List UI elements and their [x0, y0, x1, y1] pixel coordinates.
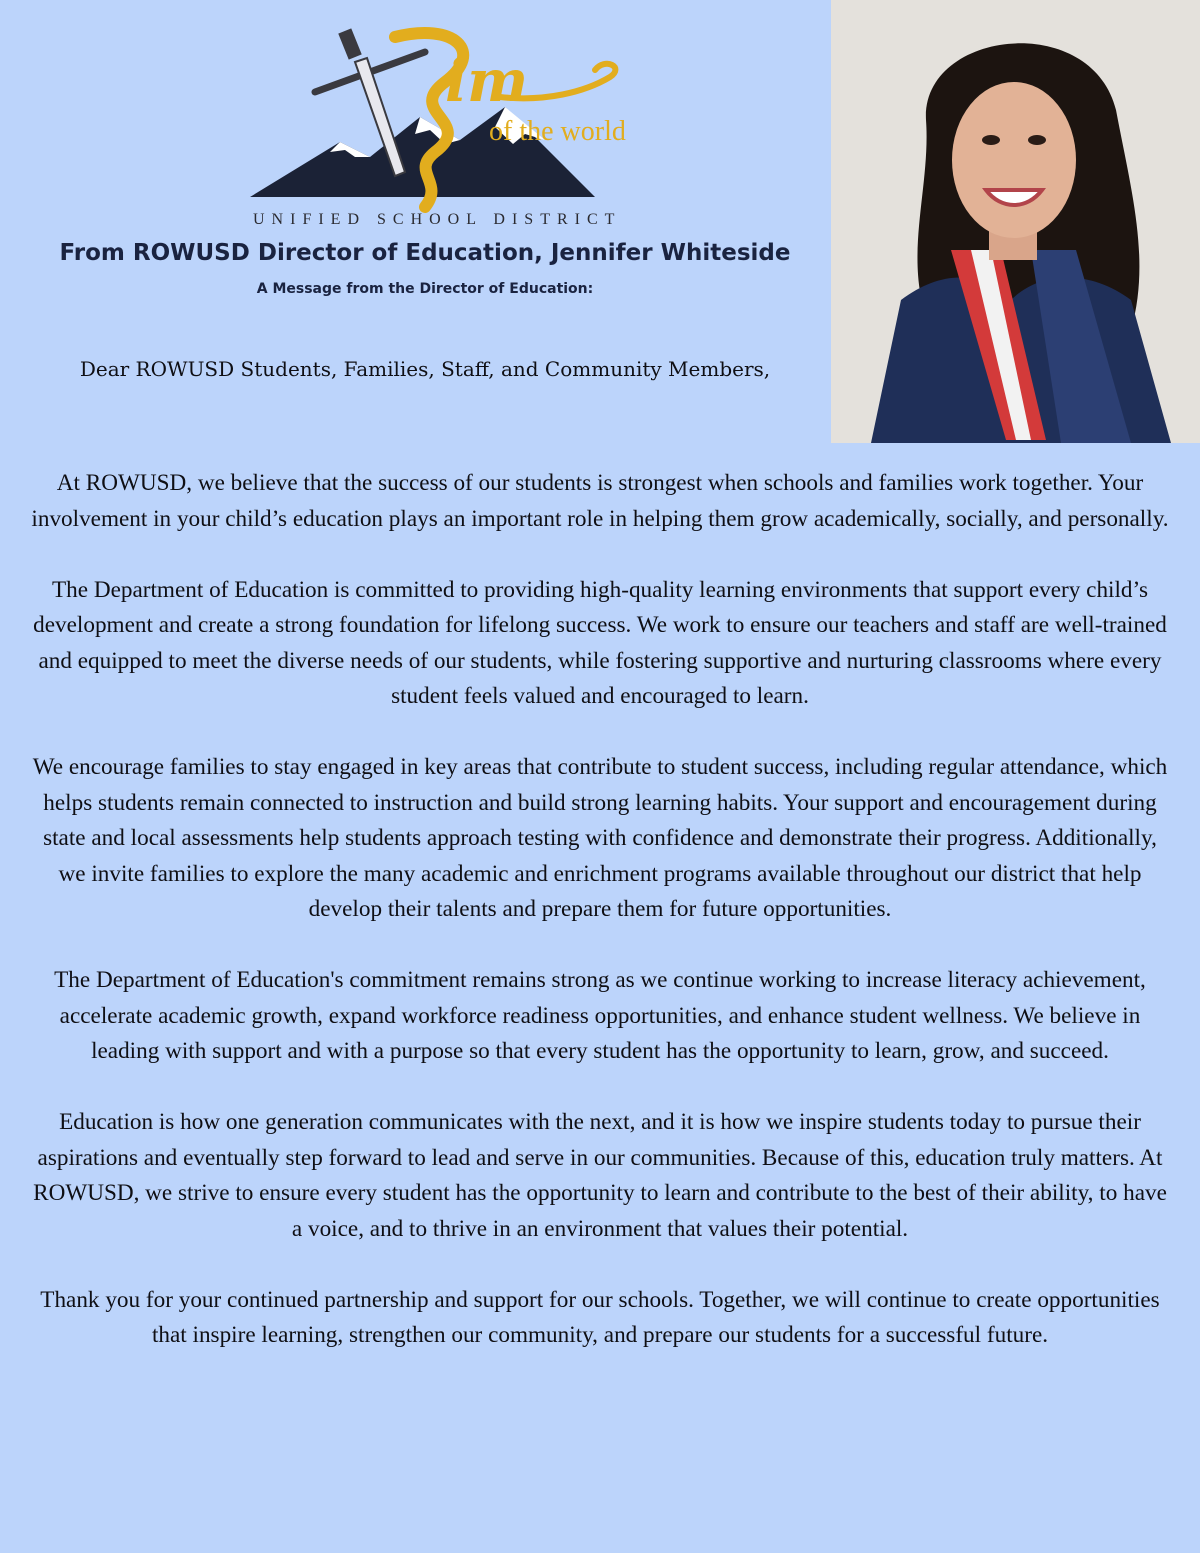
- director-portrait: [831, 0, 1200, 443]
- letter-salutation: Dear ROWUSD Students, Families, Staff, and Community Members,: [79, 357, 771, 381]
- logo-district-name: UNIFIED SCHOOL DISTRICT: [253, 211, 622, 228]
- logo-word: im: [445, 47, 529, 115]
- letter-paragraph: Education is how one generation communicates with the next, and it is how we inspire students today to pursue their aspirations and eventually step forward to lead and serve in our communities. Because of this, education truly matters. At ROWUSD, we strive to ensure every student has the opportunity to learn and contribute to the best of their ability, to have a voice, and to thrive in an environment that values their potential.: [33, 1109, 1167, 1242]
- page-title: From ROWUSD Director of Education, Jennifer Whiteside: [59, 240, 791, 266]
- letter-paragraph: The Department of Education's commitment remains strong as we continue working to increase literacy achievement, accelerate academic growth, expand workforce readiness opportunities, and enhance student wellness. We believe in leading with support and with a purpose so that every student has the opportunity to learn, grow, and succeed.: [54, 967, 1146, 1064]
- logo-tagline: of the world: [489, 116, 626, 147]
- portrait-illustration: [831, 0, 1200, 443]
- letter-paragraph: We encourage families to stay engaged in key areas that contribute to student success, including regular attendance, which helps students remain connected to instruction and build strong learning habits. Your support and encouragement during state and local assessments help students approach testing with confidence and demonstrate their progress. Additionally, we invite families to explore the many academic and enrichment programs available throughout our district that help develop their talents and prepare them for future opportunities.: [32, 754, 1168, 922]
- district-logo: [245, 22, 665, 237]
- letter-paragraph: Thank you for your continued partnership and support for our schools. Together, we will continue to create opportunities that inspire learning, strengthen our community, and prepare our students for a successful future.: [40, 1286, 1160, 1348]
- page-subtitle: A Message from the Director of Education:: [256, 281, 594, 297]
- letter-body: [30, 466, 1170, 1389]
- letter-paragraph: At ROWUSD, we believe that the success of our students is strongest when schools and families work together. Your involvement in your child’s education plays an important role in helping them grow academically, socially, and personally.: [31, 470, 1169, 532]
- letter-paragraph: The Department of Education is committed to providing high-quality learning environments that support every child’s development and create a strong foundation for lifelong success. We work to ensure our teachers and staff are well-trained and equipped to meet the diverse needs of our students, while fostering supportive and nurturing classrooms where every student feels valued and encouraged to learn.: [33, 576, 1167, 709]
